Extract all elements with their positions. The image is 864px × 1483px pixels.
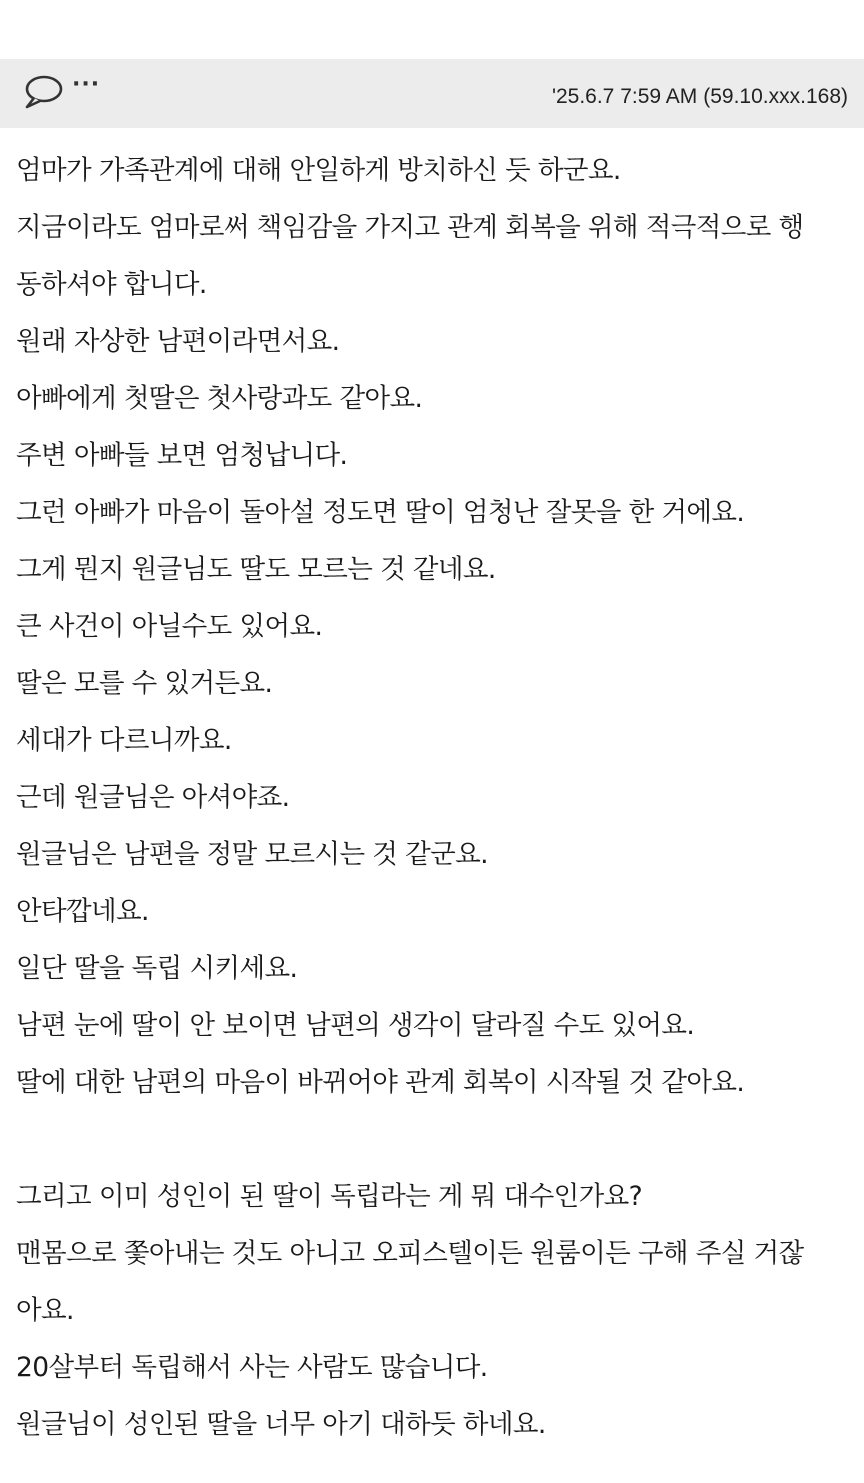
comment-text-line: 엄마가 가족관계에 대해 안일하게 방치하신 듯 하군요. [16, 155, 621, 186]
comment-text-line: 그런 아빠가 마음이 돌아설 정도면 딸이 엄청난 잘못을 한 거에요. [16, 497, 745, 528]
comment-text-line: 그리고 이미 성인이 된 딸이 독립라는 게 뭐 대수인가요? [16, 1181, 643, 1212]
comment-text-line: 지금이라도 엄마로써 책임감을 가지고 관계 회복을 위해 적극적으로 행 [16, 212, 804, 243]
comment-body [0, 128, 864, 1453]
comment-text-line: 안타깝네요. [16, 896, 149, 927]
speech-bubble-icon[interactable] [22, 74, 64, 110]
comment-text-line: 주변 아빠들 보면 엄청납니다. [16, 440, 348, 471]
comment-text-line: 딸은 모를 수 있거든요. [16, 668, 273, 699]
comment-text-line: 원글님은 남편을 정말 모르시는 것 같군요. [16, 839, 488, 870]
comment-text-line: 세대가 다르니까요. [16, 725, 232, 756]
comment-meta [552, 85, 848, 109]
comment-header [0, 59, 864, 128]
comment-text-line: 맨몸으로 쫓아내는 것도 아니고 오피스텔이든 원룸이든 구해 주실 거잖 [16, 1238, 804, 1269]
comment-timestamp: '25.6.7 7:59 AM [551, 84, 698, 108]
top-spacer [0, 0, 864, 59]
comment-text-line: 일단 딸을 독립 시키세요. [16, 953, 298, 984]
comment-text-line: 원글님이 성인된 딸을 너무 아기 대하듯 하네요. [16, 1409, 546, 1440]
comment-text-line: 남편 눈에 딸이 안 보이면 남편의 생각이 달라질 수도 있어요. [16, 1010, 695, 1041]
comment-text-line: 그게 뭔지 원글님도 딸도 모르는 것 같네요. [16, 554, 496, 585]
comment-text-line: 아요. [16, 1295, 74, 1326]
more-dots-icon[interactable]: ··· [72, 71, 101, 97]
comment-text-line: 아빠에게 첫딸은 첫사랑과도 같아요. [16, 383, 423, 414]
comment-text-line: 동하셔야 합니다. [16, 269, 207, 300]
comment-text-line: 근데 원글님은 아셔야죠. [16, 782, 290, 813]
comment-text-line: 20살부터 독립해서 사는 사람도 많습니다. [16, 1352, 488, 1383]
blank-line [16, 1111, 844, 1168]
comment-actions [22, 71, 101, 110]
comment-text-line: 딸에 대한 남편의 마음이 바뀌어야 관계 회복이 시작될 것 같아요. [16, 1067, 745, 1098]
comment-text-line: 원래 자상한 남편이라면서요. [16, 326, 340, 357]
comment-text-line: 큰 사건이 아닐수도 있어요. [16, 611, 323, 642]
comment-ip: (59.10.xxx.168) [703, 84, 848, 108]
